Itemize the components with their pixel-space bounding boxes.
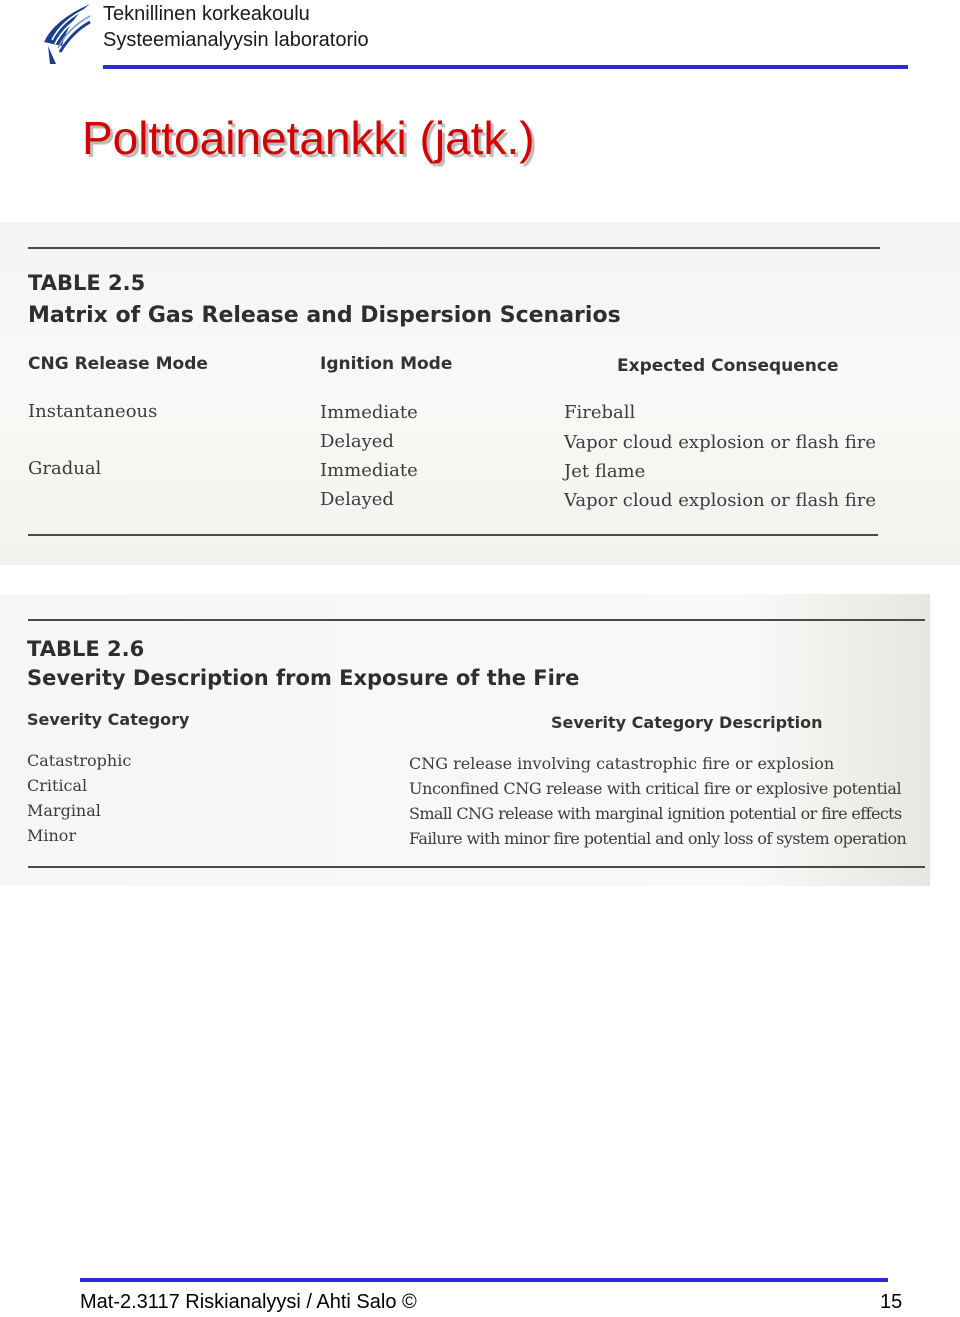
laboratory-name: Systeemianalyysin laboratorio	[103, 29, 369, 51]
table-cell: Delayed	[320, 489, 394, 510]
table-caption: Severity Description from Exposure of the Fire	[27, 666, 580, 690]
footer-course-text: Mat-2.3117 Riskianalyysi / Ahti Salo ©	[80, 1291, 417, 1313]
table-cell: Catastrophic	[27, 751, 132, 770]
table-cell: Gradual	[28, 458, 102, 479]
university-logo-icon	[40, 2, 92, 66]
table-cell: Unconfined CNG release with critical fire or explosive potential	[409, 779, 902, 798]
table-top-rule	[28, 619, 925, 621]
table-2-6-scan	[0, 594, 930, 886]
table-caption: Matrix of Gas Release and Dispersion Scenarios	[28, 303, 621, 328]
table-bottom-rule	[28, 534, 878, 536]
header-divider	[103, 65, 908, 69]
table-cell: Immediate	[320, 402, 418, 423]
institution-name: Teknillinen korkeakoulu	[103, 3, 310, 25]
column-header: Severity Category Description	[551, 713, 823, 732]
footer-divider	[80, 1278, 888, 1282]
table-cell: Instantaneous	[28, 401, 158, 422]
table-cell: Immediate	[320, 460, 418, 481]
column-header: Expected Consequence	[617, 356, 839, 376]
column-header: Severity Category	[27, 710, 190, 729]
table-cell: Small CNG release with marginal ignition potential or fire effects	[409, 804, 902, 823]
table-bottom-rule	[28, 866, 925, 868]
table-2-5-scan	[0, 222, 960, 565]
table-cell: Marginal	[27, 801, 101, 820]
table-cell: Delayed	[320, 431, 394, 452]
table-cell: Jet flame	[564, 461, 646, 482]
table-label: TABLE 2.5	[28, 271, 146, 295]
table-label: TABLE 2.6	[27, 637, 145, 661]
table-cell: Failure with minor fire potential and only loss of system operation	[409, 829, 907, 848]
table-cell: Critical	[27, 776, 88, 795]
table-cell: Minor	[27, 826, 77, 845]
column-header: Ignition Mode	[320, 354, 453, 374]
column-header: CNG Release Mode	[28, 354, 208, 374]
slide-title: Polttoainetankki (jatk.)	[82, 112, 535, 164]
table-cell: CNG release involving catastrophic fire or explosion	[409, 754, 835, 773]
page-number: 15	[880, 1291, 903, 1313]
table-cell: Fireball	[564, 402, 636, 423]
table-cell: Vapor cloud explosion or flash fire	[564, 490, 877, 511]
table-cell: Vapor cloud explosion or flash fire	[564, 432, 877, 453]
table-top-rule	[28, 247, 880, 249]
